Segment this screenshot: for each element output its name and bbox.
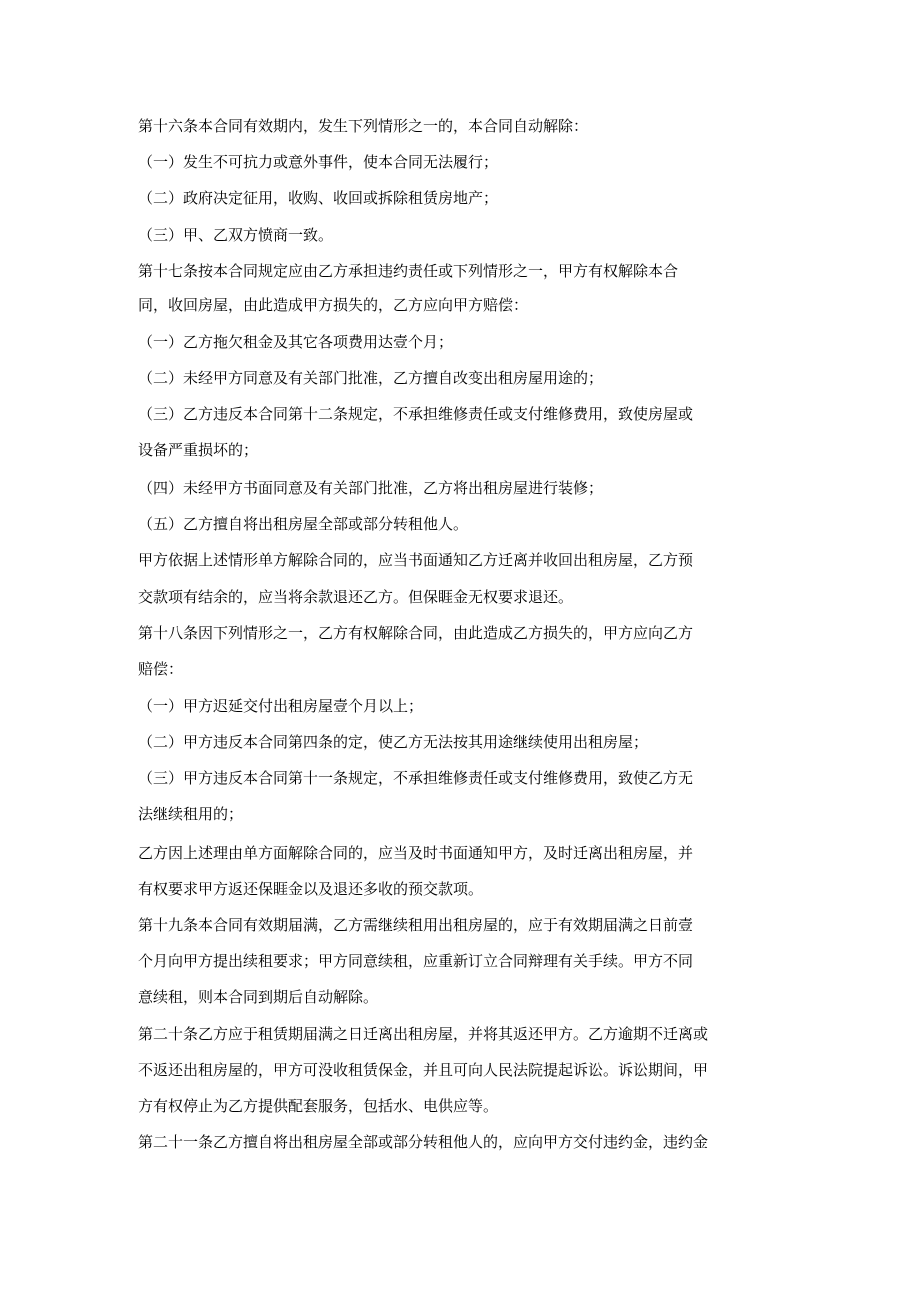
text-line: 意续租，则本合同到期后自动解除。 xyxy=(138,988,379,1006)
text-line: 第二十条乙方应于租赁期届满之日迁离出租房屋，并将其返还甲方。乙方逾期不迁离或 xyxy=(138,1025,709,1043)
text-line: （二）政府决定征用，收购、收回或拆除租赁房地产； xyxy=(138,189,499,207)
text-line: 甲方依据上述情形单方解除合同的，应当书面通知乙方迁离并收回出租房屋，乙方预 xyxy=(138,551,694,569)
text-line: （二）甲方违反本合同第四条的定，使乙方无法按其用途继续使用出租房屋； xyxy=(138,733,649,751)
text-line: 交款项有结余的，应当将余款退还乙方。但保睚金无权要求退还。 xyxy=(138,588,574,606)
text-line: 第十八条因下列情形之一，乙方有权解除合同，由此造成乙方损失的，甲方应向乙方 xyxy=(138,624,694,642)
text-line: 乙方因上述理由单方面解除合同的，应当及时书面通知甲方，及时迁离出租房屋，并 xyxy=(138,844,694,862)
text-line: （一）发生不可抗力或意外事件，使本合同无法履行； xyxy=(138,153,499,171)
text-line: 第十七条按本合同规定应由乙方承担违约责任或下列情形之一，甲方有权解除本合 xyxy=(138,262,679,280)
text-line: 同，收回房屋，由此造成甲方损失的，乙方应向甲方赔偿： xyxy=(138,296,529,314)
text-line: （三）甲方违反本合同第十一条规定，不承担维修责任或支付维修费用，致使乙方无 xyxy=(138,769,694,787)
text-line: 方有权停止为乙方提供配套服务，包括水、电供应等。 xyxy=(138,1097,499,1115)
text-line: 设备严重损坏的； xyxy=(138,441,259,459)
text-line: （四）未经甲方书面同意及有关部门批准，乙方将出租房屋进行装修； xyxy=(138,479,604,497)
text-line: （一）乙方拖欠租金及其它各项费用达壹个月； xyxy=(138,333,454,351)
text-line: 第十九条本合同有效期届满，乙方需继续租用出租房屋的，应于有效期届满之日前壹 xyxy=(138,916,694,934)
text-line: （三）乙方违反本合同第十二条规定，不承担维修责任或支付维修费用，致使房屋或 xyxy=(138,405,694,423)
text-line: 赔偿： xyxy=(138,660,184,678)
text-line: 有权要求甲方返还保睚金以及退还多收的预交款项。 xyxy=(138,880,484,898)
text-line: （五）乙方擅自将出租房屋全部或部分转租他人。 xyxy=(138,515,469,533)
text-line: （三）甲、乙双方愤商一致。 xyxy=(138,226,334,244)
text-line: 第十六条本合同有效期内，发生下列情形之一的，本合同自动解除： xyxy=(138,117,589,135)
text-line: （二）未经甲方同意及有关部门批准，乙方擅自改变出租房屋用途的； xyxy=(138,369,604,387)
text-line: 不返还出租房屋的，甲方可没收租赁保金，并且可向人民法院提起诉讼。诉讼期间，甲 xyxy=(138,1061,709,1079)
text-line: 个月向甲方提出续租要求；甲方同意续租，应重新订立合同辩理有关手续。甲方不同 xyxy=(138,952,694,970)
text-line: 法继续租用的； xyxy=(138,805,244,823)
text-line: 第二十一条乙方擅自将出租房屋全部或部分转租他人的，应向甲方交付违约金，违约金 xyxy=(138,1133,709,1151)
text-line: （一）甲方迟延交付出租房屋壹个月以上； xyxy=(138,697,424,715)
